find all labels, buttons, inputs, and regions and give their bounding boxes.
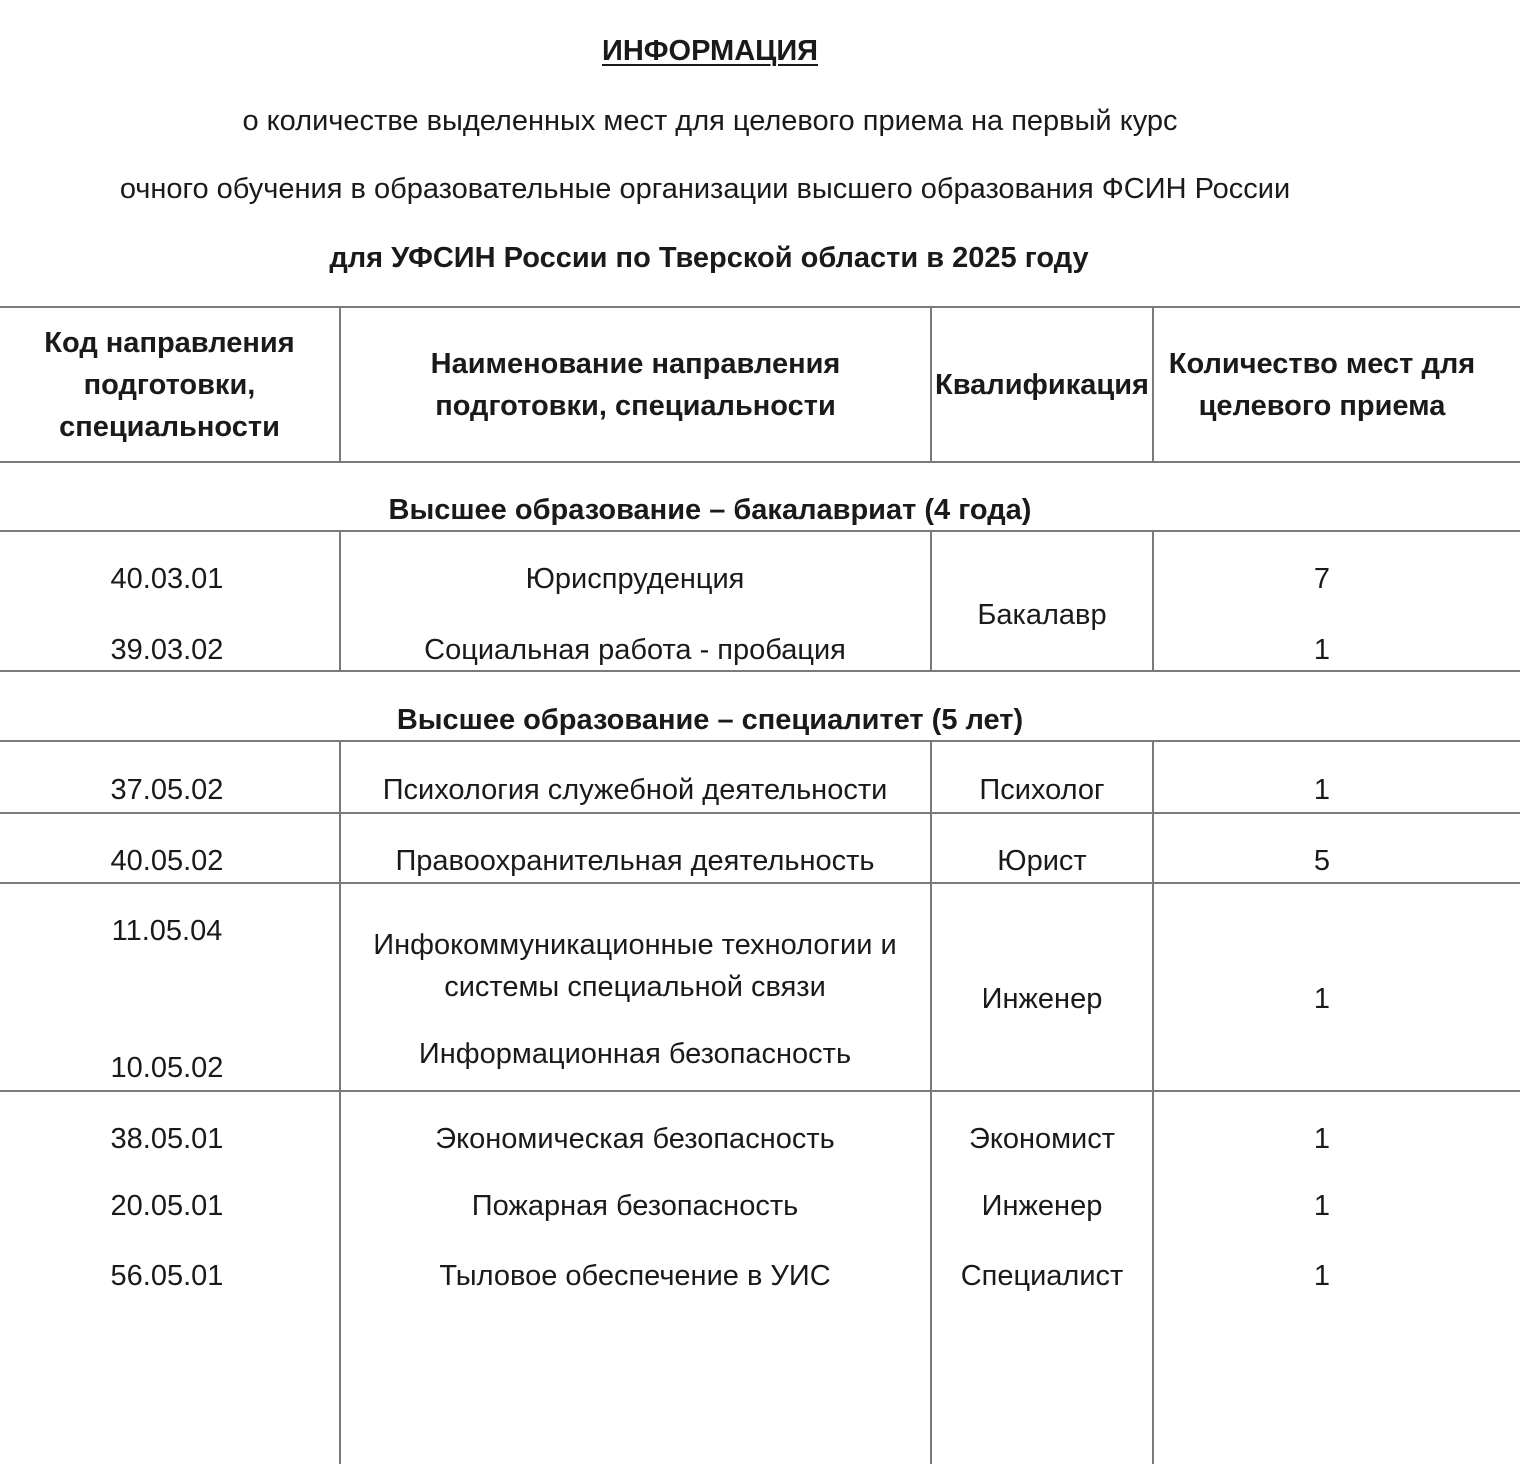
row-name: Правоохранительная деятельность [395, 845, 875, 877]
row-name: Пожарная безопасность [471, 1190, 799, 1222]
row-code: 39.03.02 [110, 634, 224, 666]
row-code: 40.05.02 [110, 845, 224, 877]
row-qualification: Инженер [981, 983, 1103, 1015]
row-code: 20.05.01 [110, 1190, 224, 1222]
row-qualification: Психолог [979, 774, 1105, 806]
section-title-specialist: Высшее образование – специалитет (5 лет) [396, 704, 1024, 736]
column-divider [339, 740, 341, 1464]
row-border [0, 1090, 1520, 1092]
row-name: Инфокоммуникационные технологии и [373, 929, 897, 961]
row-count: 1 [1313, 1260, 1331, 1292]
row-count: 7 [1313, 563, 1331, 595]
section-1-bottom-border [0, 670, 1520, 672]
header-bottom-border [0, 461, 1520, 463]
row-qualification: Бакалавр [977, 599, 1107, 631]
row-code: 10.05.02 [110, 1052, 224, 1084]
column-divider [930, 530, 932, 672]
row-qualification: Инженер [981, 1190, 1103, 1222]
column-header-qualification: Квалификация [935, 368, 1149, 401]
row-name: Информационная безопасность [418, 1038, 852, 1070]
row-count: 1 [1313, 1190, 1331, 1222]
column-header-code: Код направления подготовки, специальности [44, 326, 295, 443]
row-code: 11.05.04 [111, 915, 223, 947]
row-name: Социальная работа - пробация [424, 634, 846, 666]
column-divider [930, 740, 932, 1464]
subtitle-line-3: для УФСИН России по Тверской области в 2025 году [329, 242, 1089, 274]
column-divider [339, 530, 341, 672]
row-qualification: Экономист [968, 1123, 1116, 1155]
row-qualification: Специалист [960, 1260, 1124, 1292]
row-qualification: Юрист [997, 845, 1087, 877]
row-border [0, 882, 1520, 884]
column-divider [1152, 530, 1154, 672]
column-header-name: Наименование направления подготовки, специальности [430, 347, 841, 422]
row-count: 1 [1313, 983, 1331, 1015]
section-2-border [0, 740, 1520, 742]
row-name: Юриспруденция [525, 563, 745, 595]
subtitle-line-2: очного обучения в образовательные организации высшего образования ФСИН России [119, 173, 1291, 205]
document-title: ИНФОРМАЦИЯ [601, 35, 819, 67]
column-divider [1152, 740, 1154, 1464]
row-count: 1 [1313, 1123, 1331, 1155]
section-1-border [0, 530, 1520, 532]
row-count: 1 [1313, 634, 1331, 666]
row-count: 1 [1313, 774, 1331, 806]
column-header-count: Количество мест для целевого приема [1168, 347, 1476, 422]
row-code: 56.05.01 [110, 1260, 224, 1292]
row-count: 5 [1313, 845, 1331, 877]
row-name: Тыловое обеспечение в УИС [439, 1260, 831, 1292]
row-code: 40.03.01 [110, 563, 224, 595]
row-name: системы специальной связи [444, 971, 826, 1003]
section-title-bachelor: Высшее образование – бакалавриат (4 года) [388, 494, 1032, 526]
row-name: Психология служебной деятельности [382, 774, 888, 806]
row-code: 37.05.02 [110, 774, 224, 806]
row-name: Экономическая безопасность [435, 1123, 835, 1155]
row-code: 38.05.01 [110, 1123, 224, 1155]
subtitle-line-1: о количестве выделенных мест для целевого приема на первый курс [242, 105, 1178, 137]
row-border [0, 812, 1520, 814]
